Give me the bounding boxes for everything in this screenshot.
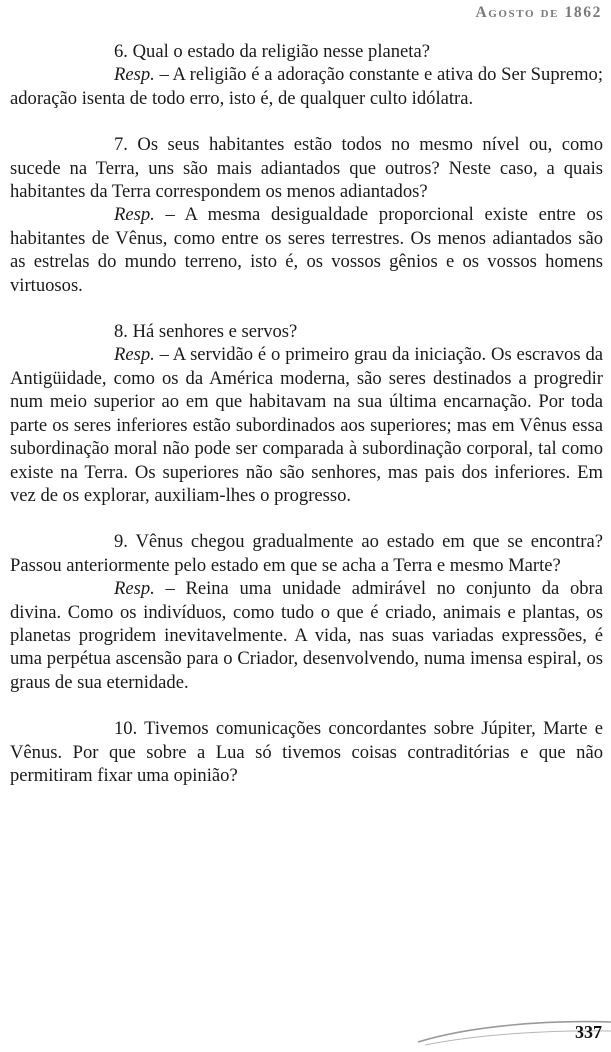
answer-6 (10, 63, 603, 110)
answer-label: Resp. (114, 578, 155, 600)
answer-text: – A mesma desigualdade proporcional existe entre os habitantes de Vênus, como entre os seres terrestres. Os menos adiantados são as estrelas do mundo terreno, isto é, os vossos gênios e os vossos homens virtuosos. (10, 204, 603, 296)
answer-8 (10, 343, 603, 507)
question-8: 8. Há senhores e servos? (114, 321, 298, 343)
section-gap (10, 507, 603, 530)
answer-label: Resp. (114, 64, 155, 86)
swoosh-ornament-icon (0, 1012, 611, 1052)
question-9: 9. Vênus chegou gradualmente ao estado em que se encontra? Passou anteriormente pelo estado em que se acha a Terra e mesmo Marte? (10, 531, 603, 576)
question-6: 6. Qual o estado da religião nesse planeta? (114, 41, 430, 62)
question-10: 10. Tivemos comunicações concordantes sobre Júpiter, Marte e Vênus. Por que sobre a Lua só tivemos coisas contraditórias e que não permitiram fixar uma opinião? (10, 718, 603, 786)
page-footer (0, 1012, 611, 1052)
section-gap (10, 110, 603, 133)
answer-label: Resp. (114, 344, 155, 366)
answer-7 (10, 203, 603, 297)
answer-label: Resp. (114, 204, 155, 226)
answer-text: – A servidão é o primeiro grau da iniciação. Os escravos da Antigüidade, como os da América moderna, são seres destinados a progredir num meio superior ao em que habitavam na sua última encarnação. Por toda parte os seres inferiores estão subordinados aos superiores; mas em Vênus essa subordinação moral não pode ser comparada à subordinação corporal, tal como existe na Terra. Os superiores não são senhores, mas pais dos inferiores. Em vez de os explorar, auxiliam-lhes o progresso. (10, 344, 603, 506)
section-gap (10, 694, 603, 717)
running-header: Agosto de 1862 (475, 4, 602, 21)
page-body (10, 40, 603, 787)
answer-9 (10, 577, 603, 694)
answer-text: – Reina uma unidade admirável no conjunto da obra divina. Como os indivíduos, como tudo o que é criado, animais e plantas, os planetas progridem inevitavelmente. A vida, nas suas variadas expressões, é uma perpétua ascensão para o Criador, desenvolvendo, numa imensa espiral, os graus de sua eternidade. (10, 578, 603, 693)
section-gap (10, 297, 603, 320)
page-number: 337 (575, 1022, 602, 1042)
question-7: 7. Os seus habitantes estão todos no mesmo nível ou, como sucede na Terra, uns são mais adiantados que outros? Neste caso, a quais habitantes da Terra correspondem os menos adiantados? (10, 134, 603, 203)
answer-text: – A religião é a adoração constante e ativa do Ser Supremo; adoração isenta de todo erro, isto é, de qualquer culto idólatra. (10, 64, 603, 109)
